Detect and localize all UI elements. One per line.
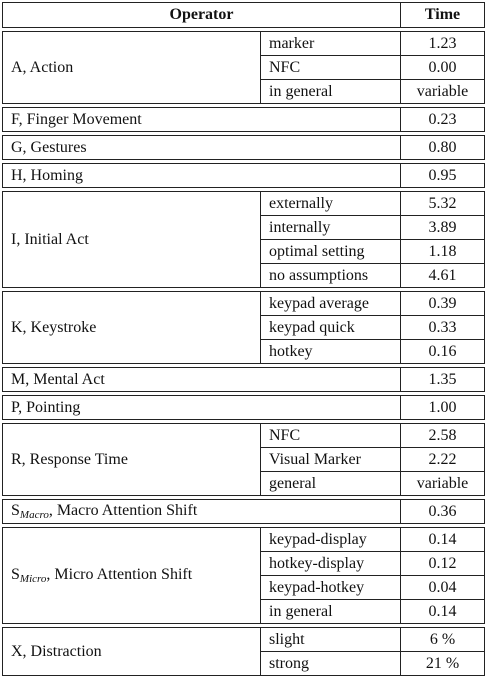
operator-name-cell: A, Action [3,32,261,104]
sub-condition-cell: internally [261,216,401,240]
sub-condition-cell: marker [261,32,401,56]
sub-condition-cell: externally [261,192,401,216]
operator-name-cell: M, Mental Act [3,368,401,392]
table-row [3,32,485,56]
sub-condition-cell: NFC [261,56,401,80]
operator-name-cell: K, Keystroke [3,292,261,364]
sub-condition-cell: in general [261,600,401,624]
sub-condition-cell: optimal setting [261,240,401,264]
time-cell: 0.16 [401,340,485,364]
table-row [3,396,485,420]
time-cell: 0.12 [401,552,485,576]
time-cell: 4.61 [401,264,485,288]
sub-condition-cell: hotkey-display [261,552,401,576]
time-cell: 0.39 [401,292,485,316]
time-cell: 6 % [401,628,485,652]
time-cell: 0.14 [401,600,485,624]
time-cell: 0.80 [401,136,485,160]
operator-time-table [2,2,485,676]
operator-symbol: S [11,566,20,583]
table-body [3,28,485,676]
sub-condition-cell: slight [261,628,401,652]
time-cell: 0.95 [401,164,485,188]
time-cell: 21 % [401,652,485,676]
operator-label: , Micro Attention Shift [46,566,193,583]
sub-condition-cell: NFC [261,424,401,448]
operator-name-cell: P, Pointing [3,396,401,420]
sub-condition-cell: Visual Marker [261,448,401,472]
table-row [3,528,485,552]
table-row [3,368,485,392]
header-row [3,3,485,28]
operator-symbol: S [11,502,20,519]
table-row [3,136,485,160]
operator-name-cell: X, Distraction [3,628,261,676]
operator-label: , Macro Attention Shift [48,502,198,519]
sub-condition-cell: in general [261,80,401,104]
operator-name-cell: F, Finger Movement [3,108,401,132]
table-row [3,628,485,652]
time-cell: 2.58 [401,424,485,448]
time-cell: 1.18 [401,240,485,264]
operator-name-cell: H, Homing [3,164,401,188]
table-row [3,292,485,316]
time-cell: 1.23 [401,32,485,56]
operator-symbol-subscript: Macro [19,509,49,521]
sub-condition-cell: keypad average [261,292,401,316]
time-cell: 5.32 [401,192,485,216]
sub-condition-cell: no assumptions [261,264,401,288]
table-row [3,108,485,132]
time-cell: 0.04 [401,576,485,600]
operator-symbol-subscript: Micro [19,573,47,585]
table-row [3,424,485,448]
sub-condition-cell: keypad-hotkey [261,576,401,600]
sub-condition-cell: keypad quick [261,316,401,340]
sub-condition-cell: keypad-display [261,528,401,552]
time-cell: 2.22 [401,448,485,472]
time-cell: 0.23 [401,108,485,132]
operator-name-cell: G, Gestures [3,136,401,160]
time-cell: 0.36 [401,500,485,524]
time-cell: 1.35 [401,368,485,392]
operator-name-cell [3,528,261,624]
table-row [3,192,485,216]
time-cell: variable [401,472,485,496]
header-time: Time [401,3,485,28]
table-row [3,164,485,188]
time-cell: 1.00 [401,396,485,420]
sub-condition-cell: general [261,472,401,496]
operator-name-cell: R, Response Time [3,424,261,496]
operator-name-cell [3,500,401,524]
sub-condition-cell: hotkey [261,340,401,364]
time-cell: 0.14 [401,528,485,552]
operator-name-cell: I, Initial Act [3,192,261,288]
time-cell: variable [401,80,485,104]
time-cell: 3.89 [401,216,485,240]
header-operator: Operator [3,3,401,28]
time-cell: 0.00 [401,56,485,80]
table-row [3,500,485,524]
time-cell: 0.33 [401,316,485,340]
sub-condition-cell: strong [261,652,401,676]
